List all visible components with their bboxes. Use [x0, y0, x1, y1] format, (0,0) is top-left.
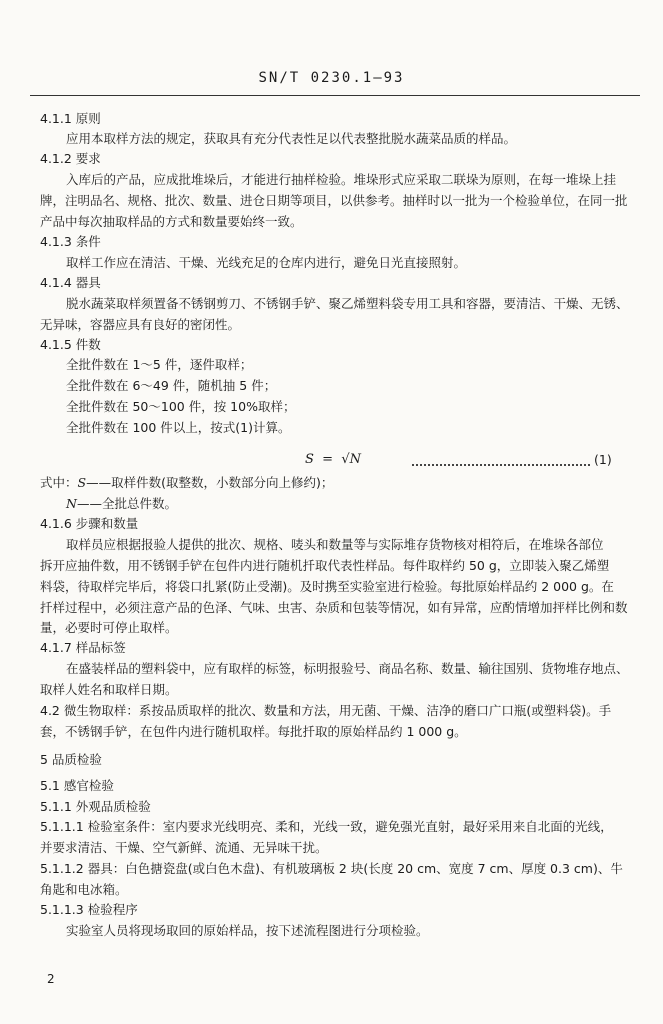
para-5-1-1-1-line: 并要求清洁、干燥、空气新鲜、流通、无异味干扰。	[40, 840, 328, 855]
count-rule-item: 全批件数在 50～100 件，按 10%取样；	[66, 399, 296, 414]
equation-number: (1)	[594, 452, 612, 467]
para-4-1-2-line: 产品中每次抽取样品的方式和数量要始终一致。	[40, 214, 303, 229]
para-4-2-line: 4.2 微生物取样：系按品质取样的批次、数量和方法，用无菌、干燥、洁净的磨口广口瓶(或塑料袋)。手	[40, 703, 612, 718]
para-5-1-1-2-line: 5.1.1.2 器具：白色搪瓷盘(或白色木盘)、有机玻璃板 2 块(长度 20 cm、宽度 7 cm、厚度 0.3 cm)、牛	[40, 861, 623, 876]
formula-lhs: S	[305, 452, 314, 467]
header-rule	[30, 95, 640, 96]
para-5-1-1-1-line: 5.1.1.1 检验室条件：室内要求光线明亮、柔和，光线一致，避免强光直射，最好采用来自北面的光线，	[40, 819, 613, 834]
para-4-1-2-line: 牌，注明品名、规格、批次、数量、进仓日期等项目，以供参考。抽样时以一批为一个检验单位，在同一批	[40, 193, 628, 208]
count-rule-item: 全批件数在 1～5 件，逐件取样；	[66, 357, 253, 372]
count-rule-item: 全批件数在 100 件以上，按式(1)计算。	[66, 420, 291, 435]
formula-equals: =	[322, 452, 334, 467]
para-4-1-6-line: 量，必要时可停止取样。	[40, 620, 178, 635]
standard-number-header: SN/T 0230.1—93	[258, 70, 405, 86]
formula-note-s	[40, 475, 333, 491]
dot-leader	[412, 454, 590, 466]
heading-5-1: 5.1 感官检验	[40, 778, 114, 793]
var-n: N	[66, 496, 77, 511]
para-5-1-1-2-line: 角匙和电冰箱。	[40, 882, 128, 897]
heading-4-1-3: 4.1.3 条件	[40, 234, 101, 249]
para-4-1-2-line: 入库后的产品，应成批堆垛后，才能进行抽样检验。堆垛形式应采取二联垛为原则，在每一堆垛上挂	[66, 172, 617, 187]
heading-4-1-6: 4.1.6 步骤和数量	[40, 516, 139, 531]
formula-1	[305, 452, 361, 467]
para-4-1-6-line: 料袋，待取样完毕后，将袋口扎紧(防止受潮)。及时携至实验室进行检验。每批原始样品约 2 000 g。在	[40, 579, 614, 594]
heading-4-1-2: 4.1.2 要求	[40, 151, 101, 166]
para-4-1-4-line: 无异味，容器应具有良好的密闭性。	[40, 317, 241, 332]
heading-4-1-5: 4.1.5 件数	[40, 337, 101, 352]
para-4-1-1: 应用本取样方法的规定，获取具有充分代表性足以代表整批脱水蔬菜品质的样品。	[66, 131, 517, 146]
para-5-1-1-3: 实验室人员将现场取回的原始样品，按下述流程图进行分项检验。	[66, 923, 429, 938]
formula-note-prefix: 式中：	[40, 475, 78, 490]
var-s: S	[77, 475, 87, 490]
var-s-definition: ——取样件数(取整数，小数部分向上修约)；	[86, 475, 334, 490]
para-4-1-6-line: 取样员应根据报验人提供的批次、规格、唛头和数量等与实际堆存货物核对相符后，在堆垛各部位	[66, 537, 604, 552]
para-4-1-4-line: 脱水蔬菜取样须置备不锈钢剪刀、不锈钢手铲、聚乙烯塑料袋专用工具和容器，要清洁、干燥、无锈、	[66, 296, 629, 311]
heading-4-1-1: 4.1.1 原则	[40, 111, 101, 126]
para-4-1-6-line: 拆开应抽件数，用不锈钢手铲在包件内进行随机扦取代表性样品。每件取样约 50 g，立即装入聚乙烯塑	[40, 558, 610, 573]
para-4-2-line: 套，不锈钢手铲，在包件内进行随机取样。每批扦取的原始样品约 1 000 g。	[40, 724, 467, 739]
heading-5-1-1-3: 5.1.1.3 检验程序	[40, 902, 138, 917]
var-n-definition: ——全批总件数。	[76, 496, 177, 511]
count-rule-item: 全批件数在 6～49 件，随机抽 5 件；	[66, 378, 277, 393]
page-number: 2	[47, 972, 55, 986]
para-4-1-6-line: 扦样过程中，必须注意产品的色泽、气味、虫害、杂质和包装等情况，如有异常，应酌情增加抨样比例和数	[40, 600, 628, 615]
formula-rhs: √N	[341, 452, 362, 467]
formula-note-n	[66, 496, 177, 512]
heading-4-1-7: 4.1.7 样品标签	[40, 640, 126, 655]
para-4-1-7-line: 在盛装样品的塑料袋中，应有取样的标签，标明报验号、商品名称、数量、输往国别、货物堆存地点、	[66, 661, 629, 676]
heading-5-1-1: 5.1.1 外观品质检验	[40, 799, 151, 814]
para-4-1-7-line: 取样人姓名和取样日期。	[40, 682, 178, 697]
para-4-1-3: 取样工作应在清洁、干燥、光线充足的仓库内进行，避免日光直接照射。	[66, 255, 467, 270]
heading-4-1-4: 4.1.4 器具	[40, 275, 101, 290]
heading-5: 5 品质检验	[40, 752, 102, 767]
